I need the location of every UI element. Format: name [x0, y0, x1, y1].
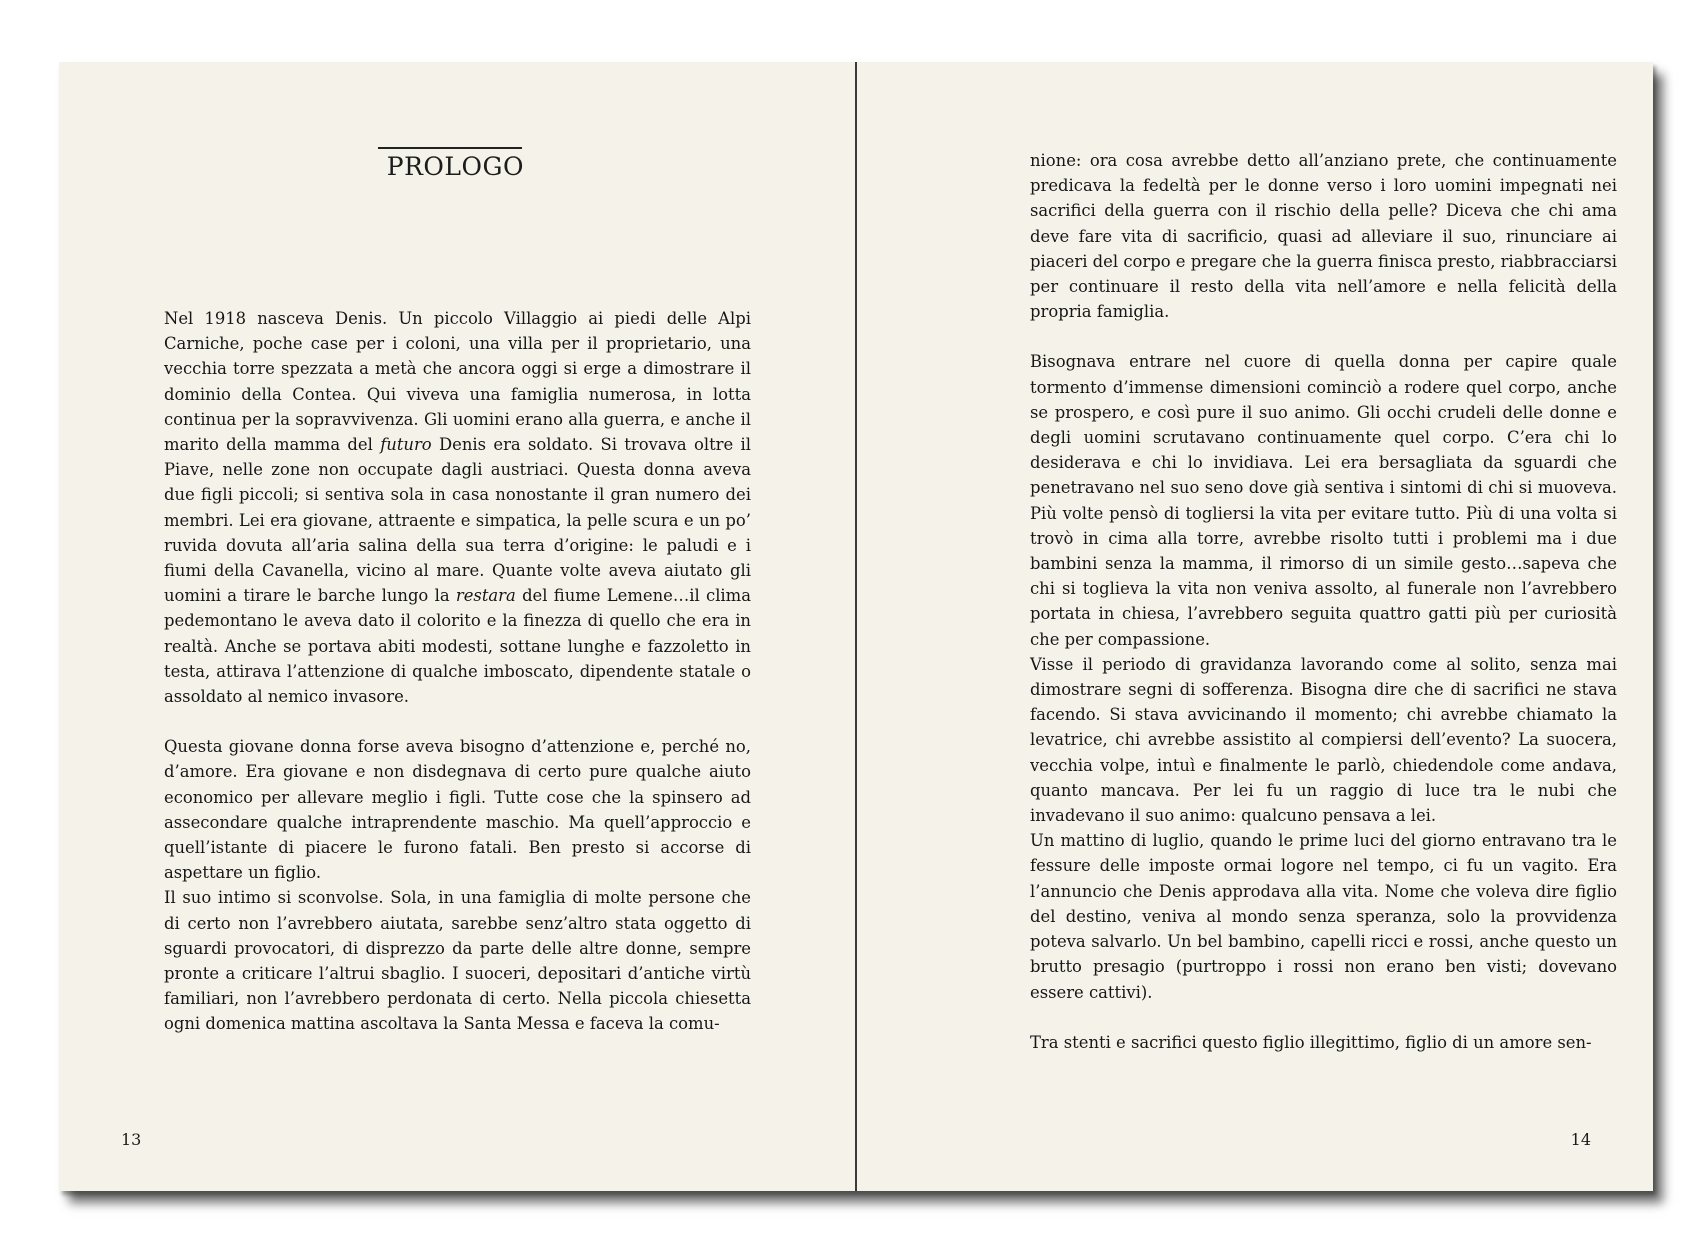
left-text-block	[164, 306, 751, 1037]
paragraph: Visse il periodo di gravidanza lavorando come al solito, senza mai dimostrare segni di sofferenza. Bisogna dire che di sacrifici ne stava facendo. Si stava avvicinando il momento; chi avrebbe chiamato la levatrice, chi avrebbe assistito al compiersi dell’evento? La suocera, vecchia volpe, intuì e finalmente le parlò, chiedendole come andava, quanto mancava. Per lei fu un raggio di luce tra le nubi che invadevano il suo animo: qualcuno pensava a lei.	[1030, 654, 1617, 826]
italic-word: futuro	[380, 435, 432, 455]
right-page	[857, 62, 1653, 1191]
paragraph: Tra stenti e sacrifici questo figlio illegittimo, figlio di un amore sen-	[1030, 1032, 1592, 1052]
chapter-title: PROLOGO	[386, 152, 524, 181]
text-run: Denis era soldato. Si trovava oltre il Piave, nelle zone non occupate dagli austriaci. Questa donna aveva due figli piccoli; si sentiva sola in casa nonostante il gran numero dei membri. Lei era giovane, attraente e simpatica, la pelle scura e un po’ ruvida dovuta all’aria salina della sua terra d’origine: le paludi e i fiumi della Cavanella, vicino al mare. Quante volte aveva aiutato gli uomini a tirare le barche lungo la	[164, 435, 752, 606]
left-page	[59, 62, 855, 1191]
title-rule	[378, 147, 522, 149]
book-spread	[59, 62, 1653, 1191]
italic-word: restara	[455, 586, 516, 606]
paragraph: Questa giovane donna forse aveva bisogno d’attenzione e, perché no, d’amore. Era giovane e non disdegnava di certo pure qualche aiuto economico per allevare meglio i figli. Tutte cose che la spinsero ad assecondare qualche intraprendente maschio. Ma quell’approccio e quell’istante di piacere le furono fatali. Ben presto si accorse di aspettare un figlio.	[164, 737, 751, 883]
right-text-block	[1030, 148, 1617, 1055]
paragraph: nione: ora cosa avrebbe detto all’anziano prete, che continuamente predicava la fedeltà per le donne verso i loro uomini impegnati nei sacrifici della guerra con il rischio della pelle? Diceva che chi ama deve fare vita di sacrificio, quasi ad alleviare il suo, rinunciare ai piaceri del corpo e pregare che la guerra finisca presto, riabbracciarsi per continuare il resto della vita nell’amore e nella felicità della propria famiglia.	[1030, 151, 1617, 322]
paragraph	[164, 306, 751, 709]
text-run: Nel 1918 nasceva Denis. Un piccolo Villaggio ai piedi delle Alpi Carniche, poche case per i coloni, una villa per il proprietario, una vecchia torre spezzata a metà che ancora oggi si erge a dimostrare il dominio della Contea. Qui viveva una famiglia numerosa, in lotta continua per la sopravvivenza. Gli uomini erano alla guerra, e anche il marito della mamma del	[164, 309, 751, 455]
paragraph: Un mattino di luglio, quando le prime luci del giorno entravano tra le fessure delle imposte ormai logore nel tempo, ci fu un vagito. Era l’annuncio che Denis approdava alla vita. Nome che voleva dire figlio del destino, veniva al mondo senza speranza, solo la provvidenza poteva salvarlo. Un bel bambino, capelli ricci e rossi, anche questo un brutto presagio (purtroppo i rossi non erano ben visti; dovevano essere cattivi).	[1030, 831, 1617, 1002]
page-number: 13	[121, 1130, 142, 1149]
paragraph: Il suo intimo si sconvolse. Sola, in una famiglia di molte persone che di certo non l’avrebbero aiutata, sarebbe senz’altro stata oggetto di sguardi provocatori, di disprezzo da parte delle altre donne, sempre pronte a criticare l’altrui sbaglio. I suoceri, depositari d’antiche virtù familiari, non l’avrebbero perdonata di certo. Nella piccola chiesetta ogni domenica mattina ascoltava la Santa Messa e faceva la comu-	[164, 888, 751, 1034]
text-run: del fiume Lemene…il clima pedemontano le aveva dato il colorito e la finezza di quello che era in realtà. Anche se portava abiti modesti, sottane lunghe e fazzoletto in testa, attirava l’attenzione di qualche imboscato, dipendente statale o assoldato al nemico invasore.	[164, 586, 751, 707]
paragraph: Bisognava entrare nel cuore di quella donna per capire quale tormento d’immense dimensioni cominciò a rodere quel corpo, anche se prospero, e così pure il suo animo. Gli occhi crudeli delle donne e degli uomini scrutavano continuamente quel corpo. C’era chi lo desiderava e chi lo invidiava. Lei era bersagliata da sguardi che penetravano nel suo seno dove già sentiva i sintomi di chi si muoveva. Più volte pensò di togliersi la vita per evitare tutto. Più di una volta si trovò in cima alla torre, avrebbe risolto tutti i problemi ma i due bambini senza la mamma, il rimorso di un simile gesto…sapeva che chi si toglieva la vita non veniva assolto, al funerale non l’avrebbero portata in chiesa, l’avrebbero seguita quattro gatti più per curiosità che per compassione.	[1030, 352, 1617, 649]
page-number: 14	[1570, 1130, 1591, 1149]
